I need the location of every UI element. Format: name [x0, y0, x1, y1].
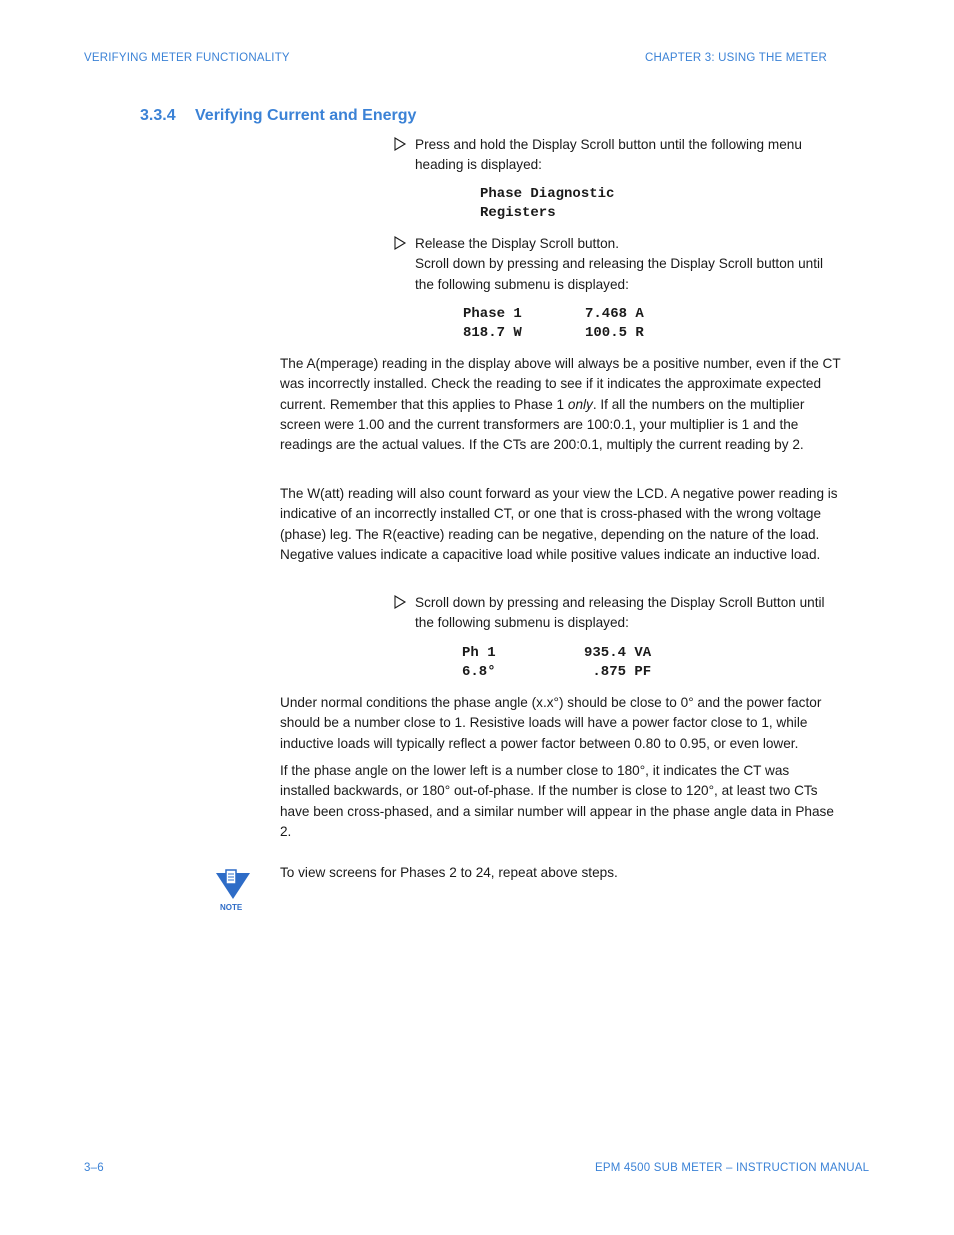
display-menu-line-2: Registers [480, 205, 556, 221]
display-sub1-r2c2: 100.5 R [585, 325, 644, 341]
step-text-continued: Scroll down by pressing and releasing the Display Scroll button until the following submenu is displayed: [415, 256, 824, 292]
paragraph-ct-backwards: If the phase angle on the lower left is a number close to 180°, it indicates the CT was installed backwards, or 180° out-of-phase. If the number is close to 120°, at least two CTs have been cross-phased, and a similar number will appear in the phase angle data in Phase 2. [280, 763, 834, 839]
running-header-right: CHAPTER 3: USING THE METER [645, 52, 827, 64]
note-label: NOTE [220, 903, 243, 912]
section-title: Verifying Current and Energy [195, 107, 417, 124]
note-text: To view screens for Phases 2 to 24, repeat above steps. [280, 865, 618, 880]
step-2 [393, 234, 843, 295]
paragraph-phase-angle: Under normal conditions the phase angle (x.x°) should be close to 0° and the power factor should be a number close to 1. Resistive loads will have a power factor close to 1, while inductive loads will typically reflect a power factor between 0.80 to 0.95, or even lower. [280, 695, 822, 751]
footer-title: EPM 4500 SUB METER – INSTRUCTION MANUAL [595, 1162, 870, 1174]
triangle-bullet-icon [393, 137, 407, 151]
display-sub2-r2c2: .875 PF [584, 664, 652, 680]
section-number: 3.3.4 [140, 107, 176, 124]
step-3 [393, 593, 843, 634]
display-sub1-r1c2: 7.468 A [585, 306, 644, 322]
display-menu-line-1: Phase Diagnostic [480, 186, 615, 202]
step-text: Scroll down by pressing and releasing the Display Scroll Button until the following submenu is displayed: [415, 595, 825, 631]
step-1 [393, 135, 843, 176]
triangle-bullet-icon [393, 595, 407, 609]
display-sub1-r2c1: 818.7 W [463, 325, 522, 341]
section-heading [140, 107, 416, 125]
display-sub2-r1c2: 935.4 VA [584, 645, 652, 661]
paragraph-watt: The W(att) reading will also count forward as your view the LCD. A negative power reading is indicative of an incorrectly installed CT, or one that is cross-phased with the wrong voltage (phase) leg. The R(eactive) reading can be negative, depending on the nature of the load. Negative values indicate a capacitive load while positive values indicate an inductive load. [280, 486, 838, 562]
display-sub2-r1c1: Ph 1 [462, 645, 496, 661]
display-sub2-r2c1: 6.8° [462, 664, 496, 680]
paragraph-amperage: The A(mperage) reading in the display above will always be a positive number, even if the CT was incorrectly installed. Check the reading to see if it indicates the approximate expected current. Remember that this applies to Phase 1 only. If all the numbers on the multiplier screen were 1.00 and the current transformers are 100:0.1, your multiplier is 1 and the readings are the actual values. If the CTs are 200:0.1, multiply the current reading by 2. [280, 356, 841, 453]
footer-page-number: 3–6 [84, 1162, 104, 1174]
step-text: Release the Display Scroll button. [415, 236, 620, 251]
display-sub1-r1c1: Phase 1 [463, 306, 522, 322]
step-text: Press and hold the Display Scroll button until the following menu heading is displayed: [415, 137, 802, 173]
running-header-left: VERIFYING METER FUNCTIONALITY [84, 52, 290, 64]
triangle-bullet-icon [393, 236, 407, 250]
